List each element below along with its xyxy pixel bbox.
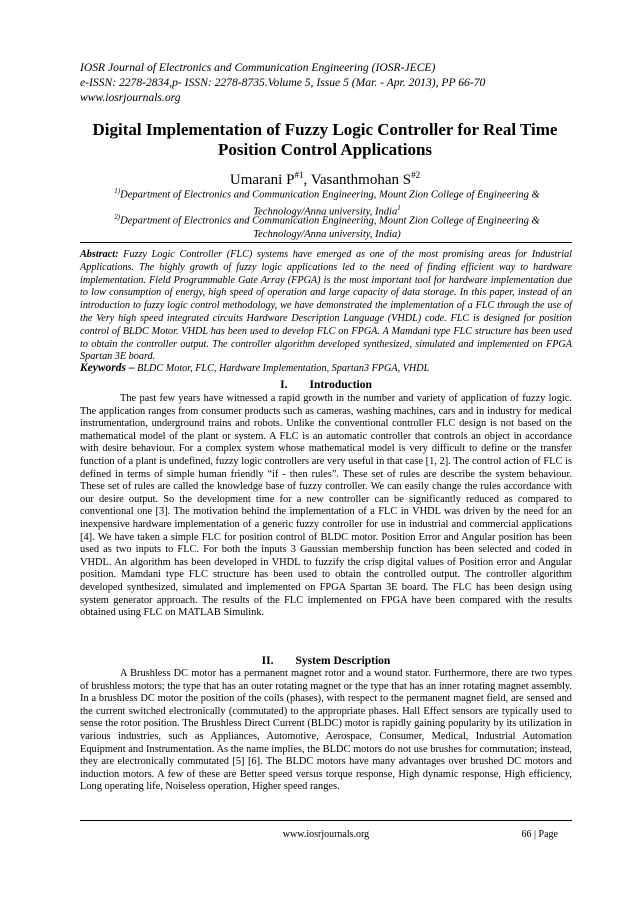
footer-url: www.iosrjournals.org: [282, 829, 370, 840]
affiliation-1-text: Department of Electronics and Communication Engineering, Mount Zion College of Engineering & Technology/Anna university, India: [120, 189, 540, 217]
author-separator: ,: [303, 172, 311, 188]
keywords: [80, 362, 572, 375]
abstract-text: Fuzzy Logic Controller (FLC) systems have emerged as one of the most promising areas for Industrial Applications. The highly growth of fuzzy logic applications led to the need of finding efficient way to hardware implementation. Field Programmable Gate Array (FPGA) is the most important tool for hardware implementation due to low consumption of energy, high speed of operation and large capacity of data storage. In this paper, instead of an introduction to fuzzy logic control methodology, we have demonstrated the implementation of a FLC through the use of the Very high speed integrated circuits Hardware Description Language (VHDL) code. FLC is designed for position control of BLDC Motor. VHDL has been used to develop FLC on FPGA. A Mamdani type FLC structure has been used to obtain the controller output. The controller algorithm developed synthesized, simulated and implemented on FPGA Spartan 3E board.: [80, 249, 573, 363]
affiliation-2-text: Department of Electronics and Communication Engineering, Mount Zion College of Engineering & Technology/Anna university, India): [120, 215, 540, 240]
introduction-paragraph: The past few years have witnessed a rapid growth in the number and variety of application of fuzzy logic. The application ranges from consumer products such as cameras, washing machines, cars and in industry for medical instrumentation, underground trains and robots. Unlike the conventional controller FLC design is not based on the mathematical model of the plant or system. A FLC is an automatic controller that controls an object in accordance with desire behaviour. For a complex system whose mathematical model is very difficult to define or the transfer function of a plant is undefined, fuzzy logic controllers are very useful in that case [1, 2]. The control action of FLC is defined in terms of simple human friendly “if - then rules”. These set of rules are describe the system behaviour. These set of rules are called the knowledge base of fuzzy controller. We can easily change the rules accordance with our desire output. So the development time for a new controller can be significantly reduced as compared to conventional one [3]. The motivation behind the implementation of a FLC in VHDL was driven by the need for an inexpensive hardware implementation of a generic fuzzy controller for use in industrial and commercial applications [4]. We have taken a simple FLC for position control of BLDC motor. Position Error and Angular position has been used as two inputs to FLC. For both the inputs 3 Gaussian membership function has been selected and coded in VHDL. An algorithm has been developed in VHDL to fuzzify the crisp digital values of Position error and Angular position. Mamdani type FLC structure has been used to obtain the controlled output. The controller algorithm developed synthesized, simulated and implemented on FPGA Spartan 3E board. The FLC has been design using system generator approach. The results of the FLC implemented on FPGA have been compared with the results obtained using FLC on MATLAB Simulink.: [80, 393, 572, 619]
journal-header: [80, 60, 570, 105]
author-1: Umarani P: [229, 172, 295, 188]
affiliation-1-mark: 1): [114, 187, 121, 195]
affiliation-1-trail-mark: 1: [397, 203, 401, 212]
journal-issn: e-ISSN: 2278-2834,p- ISSN: 2278-8735.Volume 5, Issue 5 (Mar. - Apr. 2013), PP 66-70: [80, 76, 486, 89]
section-title: System Description: [295, 655, 391, 667]
page-number: 66 | Page: [521, 829, 558, 840]
abstract-label: Abstract:: [80, 249, 119, 260]
section-heading-system-description: [80, 654, 572, 668]
section-number: I.: [280, 379, 288, 391]
section-heading-introduction: [80, 378, 572, 392]
abstract: [80, 249, 572, 364]
affiliation-2-mark: 2): [114, 213, 121, 221]
system-description-paragraph: A Brushless DC motor has a permanent magnet rotor and a wound stator. Furthermore, there are two types of brushless motors; the type that has an outer rotating magnet or the type that has an inner rotating magnet assembly. In a brushless DC motor the position of the coils (phases), with respect to the permanent magnet field, are sensed and the current switched electronically (commutated) to the appropriate phases. Hall Effect sensors are typically used to sense the rotor position. The Brushless Direct Current (BLDC) motor is rapidly gaining popularity by its utilization in various industries, such as Appliances, Automotive, Aerospace, Consumer, Medical, Industrial Automation Equipment and Instrumentation. As the name implies, the BLDC motors do not use brushes for commutation; instead, they are electronically commutated [5] [6]. The BLDC motors have many advantages over brushed DC motors and induction motors. A few of these are Better speed versus torque response, High dynamic response, High efficiency, Long operating life, Noiseless operation, Higher speed ranges.: [80, 668, 572, 793]
author-2: Vasanthmohan S: [310, 172, 412, 188]
section-number: II.: [261, 655, 274, 667]
abstract-top-rule: [80, 242, 572, 243]
author-1-mark: #1: [294, 170, 304, 180]
section-title: Introduction: [309, 379, 372, 391]
author-2-mark: #2: [411, 170, 421, 180]
keywords-label: Keywords –: [80, 362, 135, 374]
keywords-text: BLDC Motor, FLC, Hardware Implementation, Spartan3 FPGA, VHDL: [137, 363, 430, 374]
journal-url: www.iosrjournals.org: [80, 91, 181, 104]
footer-rule: [80, 820, 572, 821]
paper-title: Digital Implementation of Fuzzy Logic Controller for Real Time Position Control Applications: [92, 120, 558, 159]
affiliation-2: [82, 211, 572, 241]
journal-name: IOSR Journal of Electronics and Communication Engineering (IOSR-JECE): [80, 61, 436, 74]
